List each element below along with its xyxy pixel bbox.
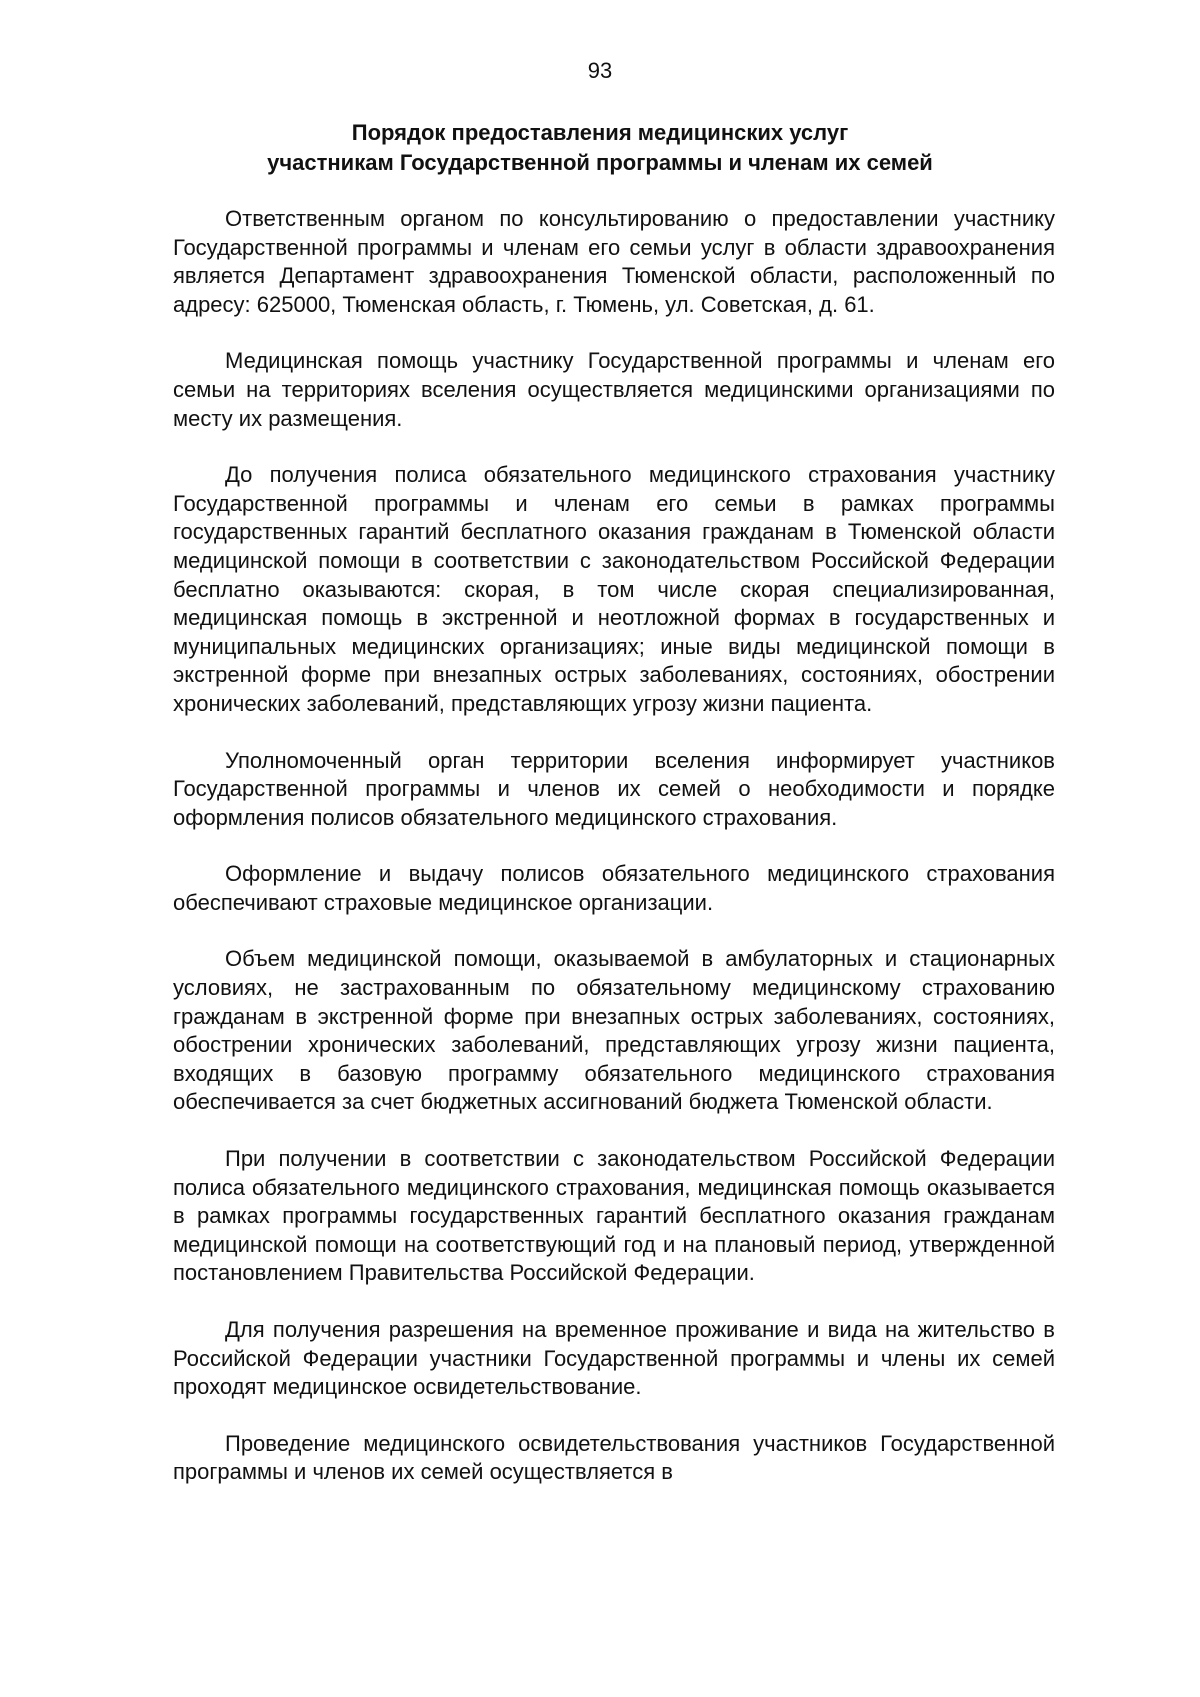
paragraph-before-policy: До получения полиса обязательного медицинского страхования участнику Государственной программы и членам его семьи в рамках программы государственных гарантий бесплатного оказания гражданам в Тюменской области медицинской помощи в соответствии с законодательством Российской Федерации бесплатно оказываются: скорая, в том числе скорая специализированная, медицинская помощь в экстренной и неотложной формах в государственных и муниципальных медицинских организациях; иные виды медицинской помощи в экстренной форме при внезапных острых заболеваниях, состояниях, обострении хронических заболеваний, представляющих угрозу жизни пациента. — [173, 462, 1055, 716]
document-title — [160, 118, 1040, 178]
paragraph-medical-examination: Для получения разрешения на временное проживание и вида на жительство в Российской Федерации участники Государственной программы и члены их семей проходят медицинское освидетельствование. — [173, 1317, 1055, 1400]
body-text — [173, 205, 1055, 1515]
paragraph-policy-issuance: Оформление и выдачу полисов обязательного медицинского страхования обеспечивают страховые медицинское организации. — [173, 861, 1055, 915]
title-line-1: Порядок предоставления медицинских услуг — [351, 120, 849, 145]
paragraph-after-policy: При получении в соответствии с законодательством Российской Федерации полиса обязательного медицинского страхования, медицинская помощь оказывается в рамках программы государственных гарантий бесплатного оказания гражданам медицинской помощи на соответствующий год и на плановый период, утвержденной постановлением Правительства Российской Федерации. — [173, 1146, 1055, 1286]
page-number: 93 — [587, 58, 613, 83]
title-line-2: участникам Государственной программы и членам их семей — [267, 150, 933, 175]
paragraph-examination-conduct: Проведение медицинского освидетельствования участников Государственной программы и членов их семей осуществляется в — [173, 1430, 1055, 1485]
paragraph-medical-care: Медицинская помощь участнику Государственной программы и членам его семьи на территориях вселения осуществляется медицинскими организациями по месту их размещения. — [173, 348, 1055, 431]
paragraph-care-volume: Объем медицинской помощи, оказываемой в амбулаторных и стационарных условиях, не застрахованным по обязательному медицинскому страхованию гражданам в экстренной форме при внезапных острых заболеваниях, состояниях, обострении хронических заболеваний, представляющих угрозу жизни пациента, входящих в базовую программу обязательного медицинского страхования обеспечивается за счет бюджетных ассигнований бюджета Тюменской области. — [173, 946, 1055, 1115]
paragraph-responsible-authority: Ответственным органом по консультированию о предоставлении участнику Государственной программы и членам его семьи услуг в области здравоохранения является Департамент здравоохранения Тюменской области, расположенный по адресу: 625000, Тюменская область, г. Тюмень, ул. Советская, д. 61. — [173, 206, 1055, 317]
paragraph-authorized-body: Уполномоченный орган территории вселения информирует участников Государственной программы и членов их семей о необходимости и порядке оформления полисов обязательного медицинского страхования. — [173, 747, 1055, 830]
